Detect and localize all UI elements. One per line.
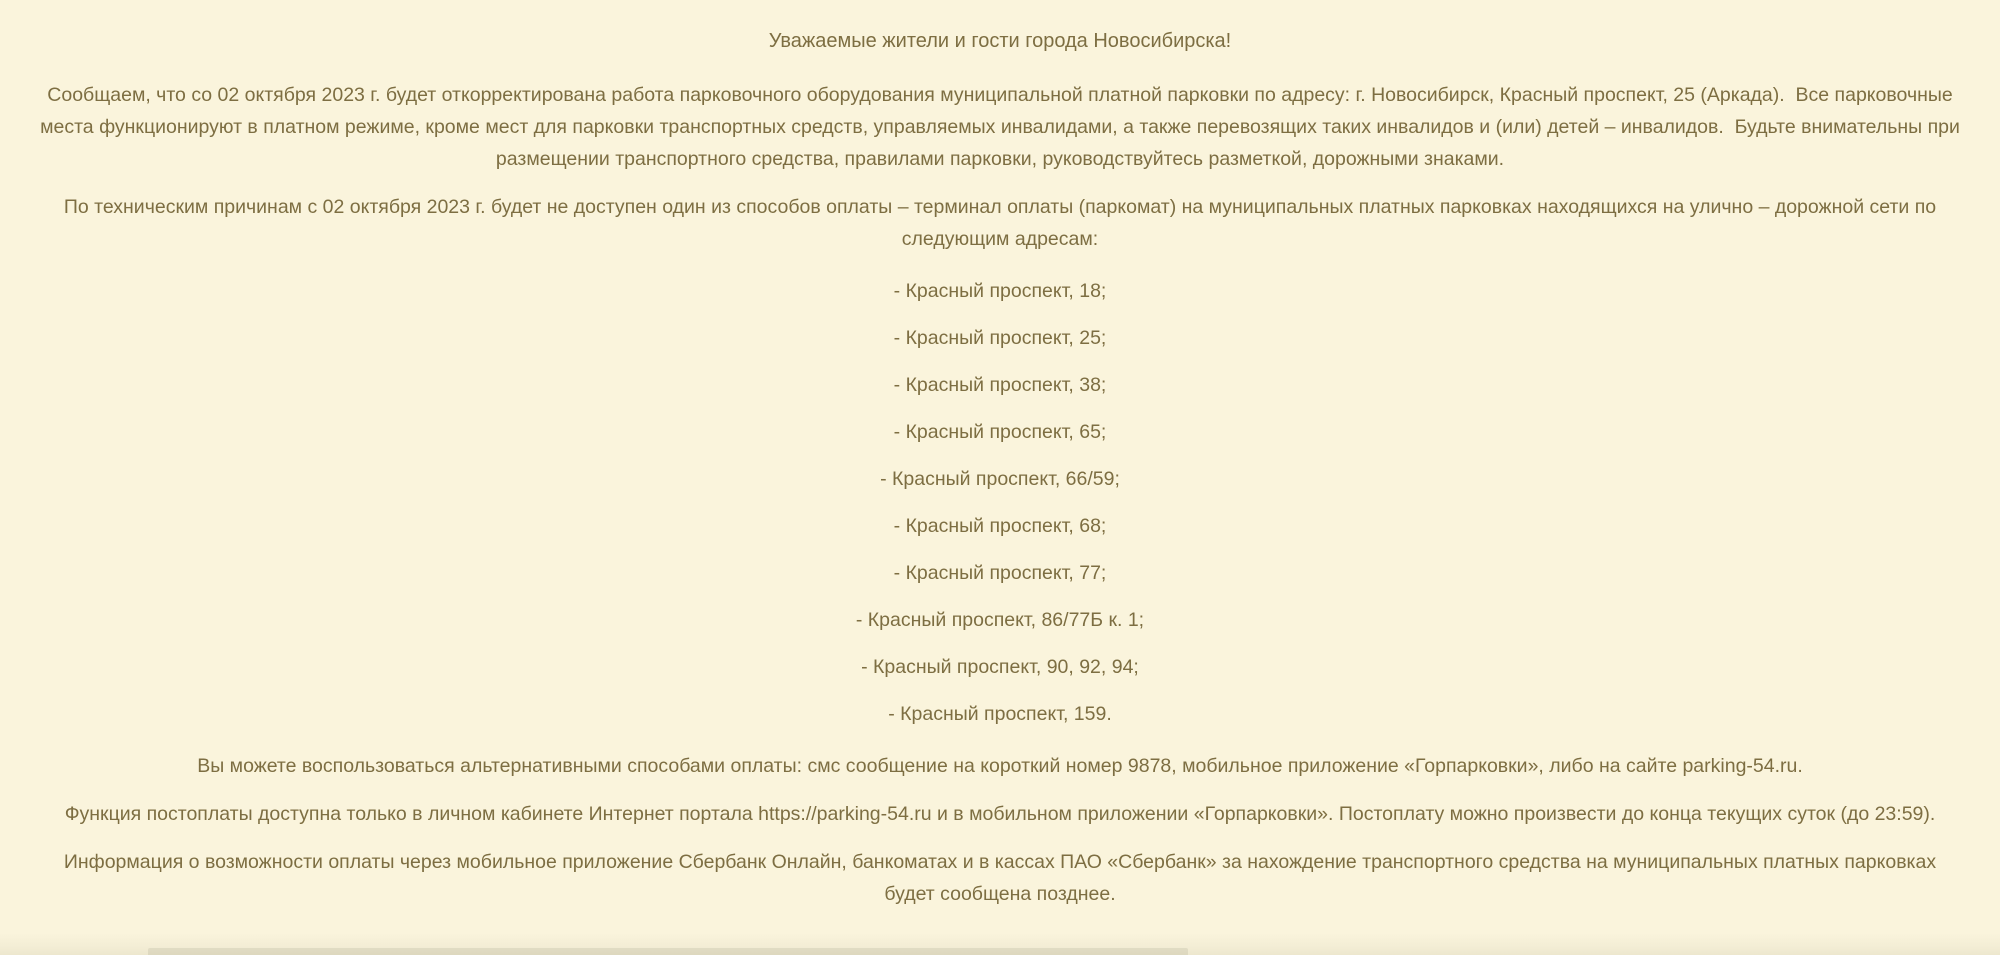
address-list-item: - Красный проспект, 86/77Б к. 1; — [855, 609, 1145, 631]
address-list-item: - Красный проспект, 77; — [893, 562, 1107, 584]
paragraph-alternative-payment: Вы можете воспользоваться альтернативными способами оплаты: смс сообщение на короткий номер 9878, мобильное приложение «Горпарковки», либо на сайте parking-54.ru. — [197, 755, 1803, 777]
paragraph-technical-reasons: По техническим причинам с 02 октября 2023 г. будет не доступен один из способов оплаты – терминал оплаты (паркомат) на муниципальных платных парковках находящихся на улично – дорожной сети по следующим адресам: — [63, 196, 1937, 250]
address-list-item: - Красный проспект, 66/59; — [880, 468, 1120, 490]
address-list-item: - Красный проспект, 159. — [888, 703, 1112, 725]
address-list-item: - Красный проспект, 68; — [893, 515, 1107, 537]
notice-title: Уважаемые жители и гости города Новосибирска! — [768, 30, 1232, 52]
paragraph-postpay: Функция постоплаты доступна только в личном кабинете Интернет портала https://parking-54.ru и в мобильном приложении «Горпарковки». Постоплату можно произвести до конца текущих суток (до 23:59). — [64, 803, 1936, 825]
cutoff-content-edge — [0, 933, 2000, 955]
paragraph-sberbank: Информация о возможности оплаты через мобильное приложение Сбербанк Онлайн, банкоматах и в кассах ПАО «Сбербанк» за нахождение транспортного средства на муниципальных платных парковках будет сообщена позднее. — [63, 851, 1937, 905]
address-list-item: - Красный проспект, 38; — [893, 374, 1107, 396]
cutoff-content-edge-segment — [148, 948, 1188, 955]
address-list — [40, 275, 1960, 730]
address-list-item: - Красный проспект, 18; — [893, 280, 1107, 302]
paragraph-parking-adjustment: Сообщаем, что со 02 октября 2023 г. будет откорректирована работа парковочного оборудования муниципальной платной парковки по адресу: г. Новосибирск, Красный проспект, 25 (Аркада). Все парковочные места функционируют в платном режиме, кроме мест для парковки транспортных средств, управляемых инвалидами, а также перевозящих таких инвалидов и (или) детей – инвалидов. Будьте внимательны при размещении транспортного средства, правилами парковки, руководствуйтесь разметкой, дорожными знаками. — [40, 84, 1960, 170]
address-list-item: - Красный проспект, 25; — [893, 327, 1107, 349]
address-list-item: - Красный проспект, 65; — [893, 421, 1107, 443]
address-list-item: - Красный проспект, 90, 92, 94; — [861, 656, 1139, 678]
